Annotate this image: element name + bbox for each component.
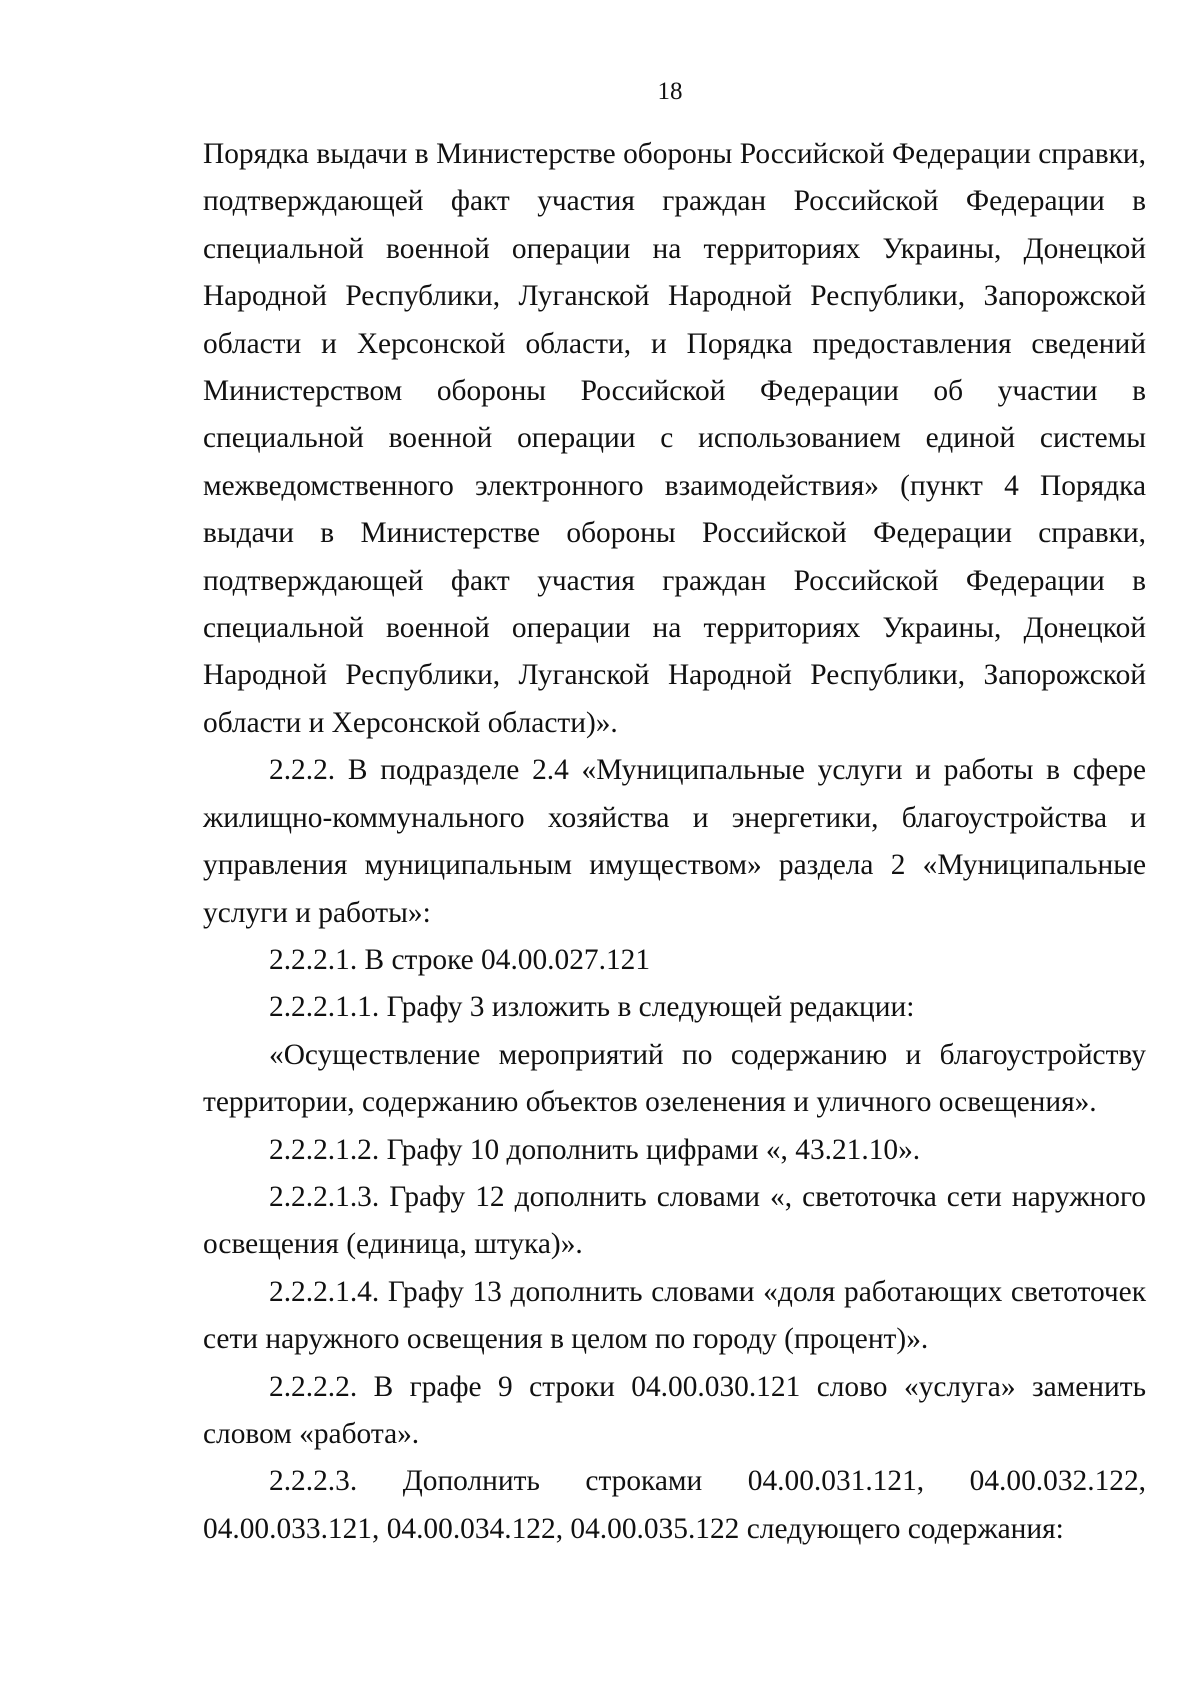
paragraph-2-2-2-2: 2.2.2.2. В графе 9 строки 04.00.030.121 слово «услуга» заменить словом «работа». bbox=[203, 1370, 1146, 1450]
paragraph-2-2-2-1-1: 2.2.2.1.1. Графу 3 изложить в следующей редакции: bbox=[269, 991, 915, 1024]
document-body bbox=[203, 131, 1146, 1553]
paragraph-2-2-2: 2.2.2. В подразделе 2.4 «Муниципальные услуги и работы в сфере жилищно-коммунального хозяйства и энергетики, благоустройства и управления муниципальным имуществом» раздела 2 «Муниципальные услуги и работы»: bbox=[203, 754, 1146, 929]
paragraph-quoted-text: «Осуществление мероприятий по содержанию и благоустройству территории, содержанию объектов озеленения и уличного освещения». bbox=[203, 1038, 1146, 1119]
paragraph-2-2-2-1-3: 2.2.2.1.3. Графу 12 дополнить словами «, светоточка сети наружного освещения (единица, штука)». bbox=[203, 1180, 1146, 1261]
paragraph-2-2-2-1: 2.2.2.1. В строке 04.00.027.121 bbox=[269, 943, 651, 976]
paragraph-2-2-2-3: 2.2.2.3. Дополнить строками 04.00.031.121, 04.00.032.122, 04.00.033.121, 04.00.034.122, 04.00.035.122 следующего содержания: bbox=[203, 1465, 1146, 1545]
paragraph-2-2-2-1-4: 2.2.2.1.4. Графу 13 дополнить словами «доля работающих светоточек сети наружного освещения в целом по городу (процент)». bbox=[203, 1275, 1146, 1356]
paragraph-2-2-2-1-2: 2.2.2.1.2. Графу 10 дополнить цифрами «, 43.21.10». bbox=[269, 1133, 921, 1166]
page-number: 18 bbox=[657, 78, 683, 105]
paragraph-continuation: Порядка выдачи в Министерстве обороны Российской Федерации справки, подтверждающей факт участия граждан Российской Федерации в специальной военной операции на территориях Украины, Донецкой Народной Республики, Луганской Народной Республики, Запорожской области и Херсонской области, и Порядка предоставления сведений Министерством обороны Российской Федерации об участии в специальной военной операции с использованием единой системы межведомственного электронного взаимодействия» (пункт 4 Порядка выдачи в Министерстве обороны Российской Федерации справки, подтверждающей факт участия граждан Российской Федерации в специальной военной операции на территориях Украины, Донецкой Народной Республики, Луганской Народной Республики, Запорожской области и Херсонской области)». bbox=[203, 138, 1146, 739]
